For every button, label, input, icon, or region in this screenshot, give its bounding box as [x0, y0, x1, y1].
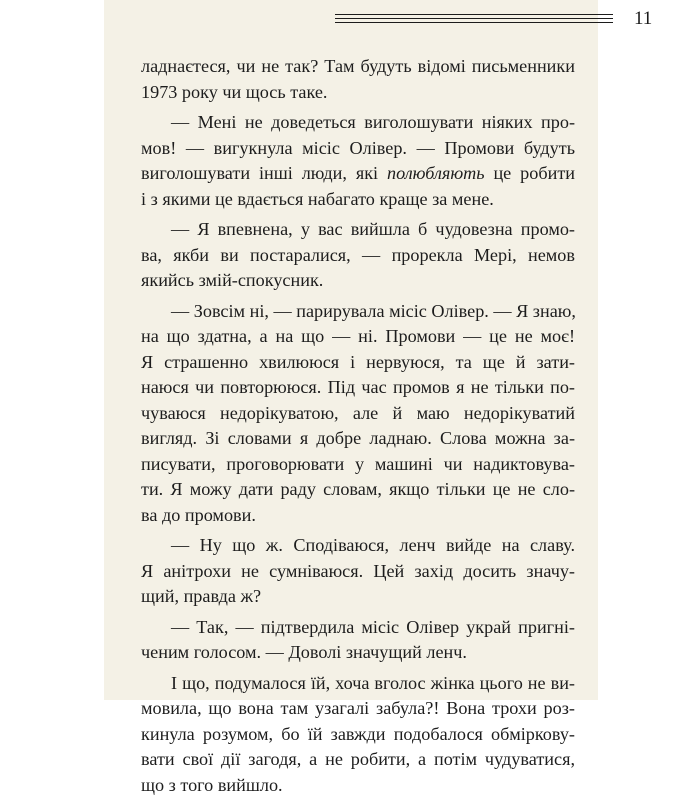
text-line: І що, подумалося їй, хоча вголос жінка цього не ви- [141, 671, 575, 697]
text-line: вигляд. Зі словами я добре ладнаю. Слова можна за- [141, 426, 575, 452]
text-line: ва до промови. [141, 503, 575, 529]
text-line: що з того вийшло. [141, 773, 575, 798]
text-line: — Ну що ж. Сподіваюся, ленч вийде на славу. [141, 533, 575, 559]
text-line: мов! — вигукнула місіс Олівер. — Промови будуть [141, 136, 575, 162]
text-line: чуваюся недорікуватою, але й маю недорікуватий [141, 401, 575, 427]
text-line: вати свої дії загодя, а не робити, а потім чудуватися, [141, 747, 575, 773]
text-line: ладнаєтеся, чи не так? Там будуть відомі письменники [141, 54, 575, 80]
text-segment: це робити [485, 163, 575, 183]
text-line: Я страшенно хвилююся і нервуюся, та ще й зати- [141, 350, 575, 376]
text-line: Я анітрохи не сумніваюся. Цей захід досить значу- [141, 559, 575, 585]
header-rule-bottom [335, 22, 613, 23]
header-rule-top [335, 14, 613, 15]
text-line: 1973 року чи щось таке. [141, 80, 575, 106]
text-line: на що здатна, а на що — ні. Промови — це не моє! [141, 324, 575, 350]
text-line: — Зовсім ні, — парирувала місіс Олівер. — Я знаю, [141, 299, 575, 325]
header-rule-middle [335, 18, 613, 19]
emphasized-word: полюбляють [387, 163, 485, 183]
text-line: щий, правда ж? [141, 584, 575, 610]
text-line: писувати, проговорювати у машині чи надиктовува- [141, 452, 575, 478]
text-line: ва, якби ви постаралися, — прорекла Мері, немов [141, 243, 575, 269]
page-number: 11 [634, 8, 652, 30]
text-line: наюся чи повторююся. Під час промов я не тільки по- [141, 375, 575, 401]
text-line: — Мені не доведеться виголошувати ніяких про- [141, 110, 575, 136]
text-line [141, 161, 575, 187]
text-segment: виголошувати інші люди, які [141, 163, 387, 183]
text-line: — Так, — підтвердила місіс Олівер украй пригні- [141, 615, 575, 641]
text-line: якийсь змій-спокусник. [141, 268, 575, 294]
text-line: — Я впевнена, у вас вийшла б чудовезна промо- [141, 217, 575, 243]
text-line: ти. Я можу дати раду словам, якщо тільки це не сло- [141, 477, 575, 503]
text-line: ченим голосом. — Доволі значущий ленч. [141, 640, 575, 666]
text-line: мовила, що вона там узагалі забула?! Вона трохи роз- [141, 696, 575, 722]
text-line: кинула розумом, бо їй завжди подобалося обміркову- [141, 722, 575, 748]
text-line: і з якими це вдається набагато краще за мене. [141, 187, 575, 213]
body-text [141, 54, 575, 798]
